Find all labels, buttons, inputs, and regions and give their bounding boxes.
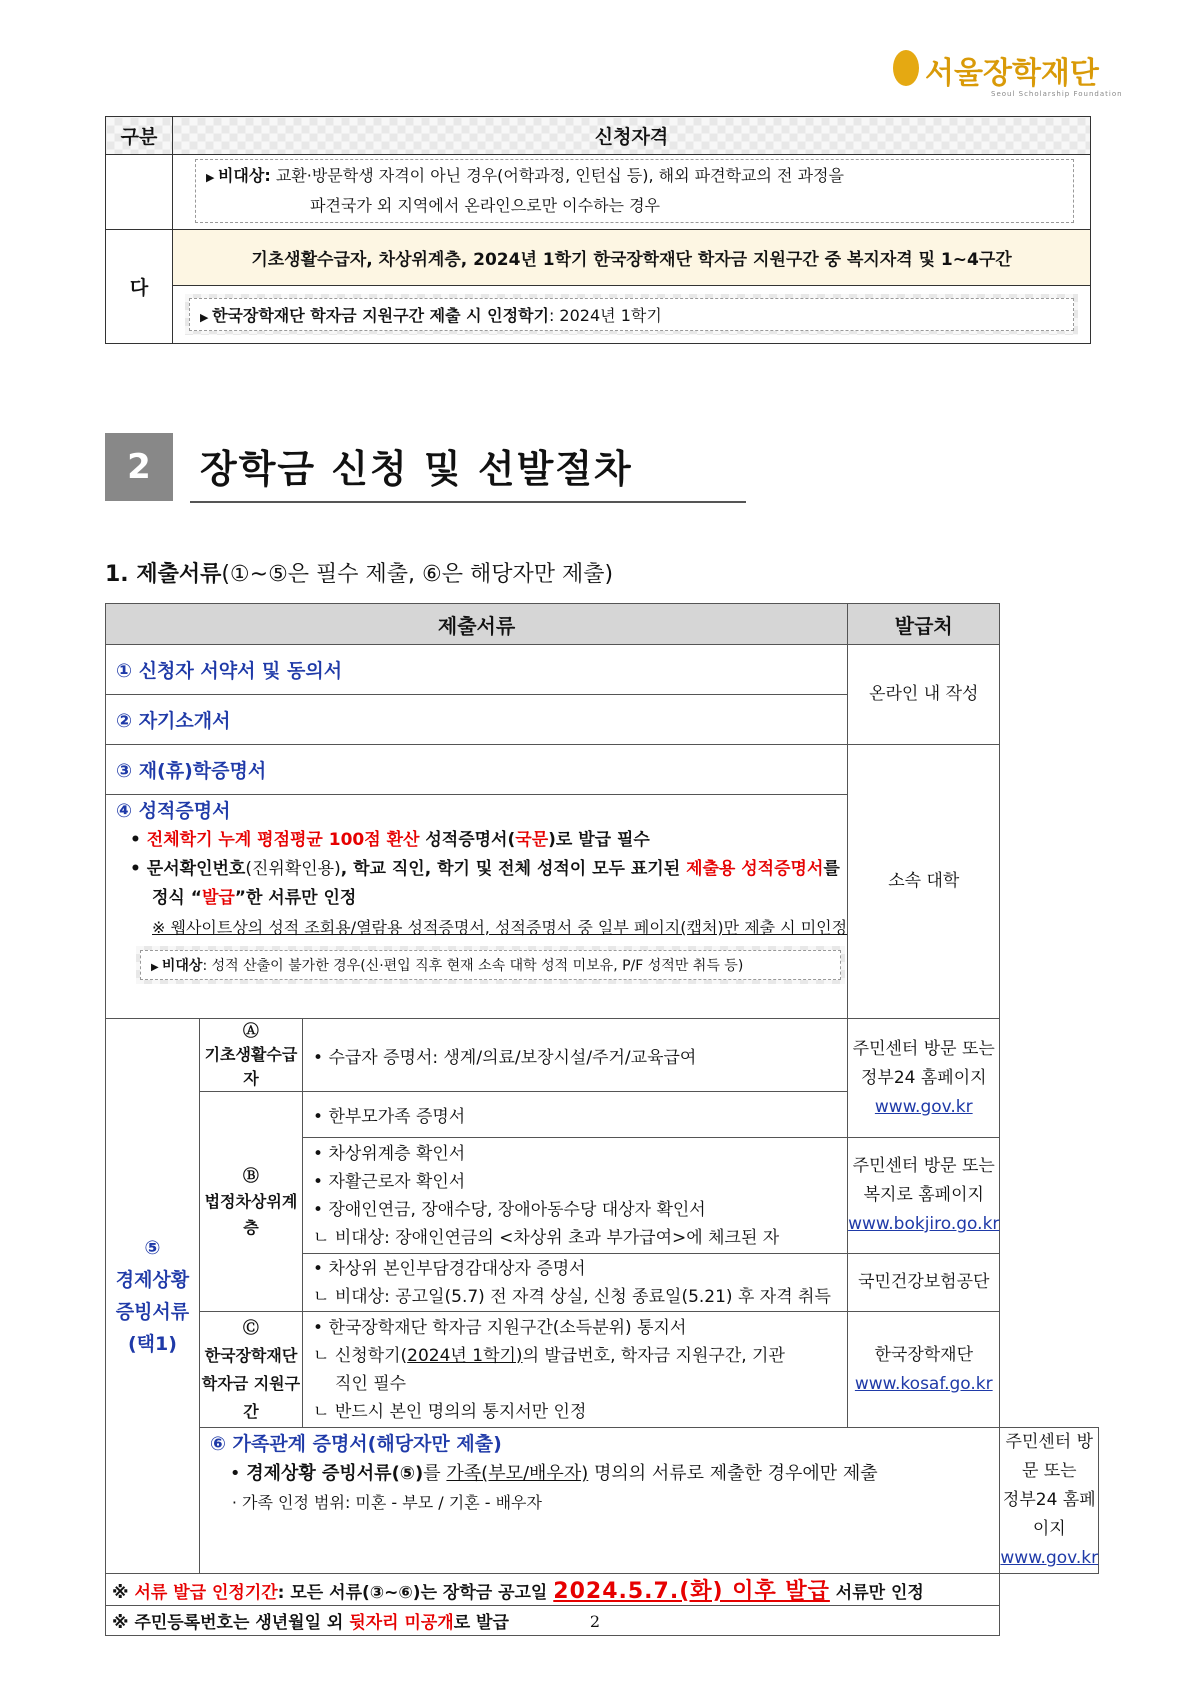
category-b-doc-5: • 차상위 본인부담경감대상자 증명서 ㄴ 비대상: 공고일(5.7) 전 자격 상실, 신청 종료일(5.21) 후 자격 취득 xyxy=(303,1254,848,1312)
subsection-title: 1. 제출서류(①~⑤은 필수 제출, ⑥은 해당자만 제출) xyxy=(105,562,614,587)
logo-text: 서울장학재단 xyxy=(925,56,1099,91)
family-bullet-2: · 가족 인정 범위: 미혼 - 부모 / 기혼 - 배우자 xyxy=(231,1493,542,1512)
kosaf-note: ▶ 한국장학재단 학자금 지원구간 제출 시 인정학기: 2024년 1학기 xyxy=(189,298,1074,331)
issuer-gov-24-family: 주민센터 방문 또는 정부24 홈페이지 www.gov.kr xyxy=(1000,1428,1099,1574)
page-number: 2 xyxy=(589,1612,601,1631)
grade-warning-note: ※ 웹사이트상의 성적 조회용/열람용 성적증명서, 성적증명서 중 일부 페이지(캡처)만 제출 시 미인정 xyxy=(152,918,848,937)
logo xyxy=(893,46,1123,104)
issuer-university: 소속 대학 xyxy=(848,745,1000,1019)
kosaf-link[interactable]: www.kosaf.go.kr xyxy=(854,1373,993,1394)
doc-item-3: ③ 재(휴)학증명서 xyxy=(106,745,848,795)
triangle-bullet-icon: ▶ xyxy=(151,962,162,973)
gov-kr-link[interactable]: www.gov.kr xyxy=(874,1096,973,1117)
doc-item-4: ④ 성적증명서 xyxy=(116,800,231,822)
documents-table xyxy=(105,603,1099,1636)
row-label-da: 다 xyxy=(106,230,173,344)
exclusion-note: ▶ 비대상: 교환·방문학생 자격이 아닌 경우(어학과정, 인턴십 등), 해외 파견학교의 전 과정을 파견국가 외 지역에서 온라인으로만 이수하는 경우 xyxy=(195,159,1074,223)
issuer-gov-24: 주민센터 방문 또는 정부24 홈페이지 www.gov.kr xyxy=(848,1019,1000,1138)
category-b-doc-1: • 한부모가족 증명서 xyxy=(303,1092,848,1138)
category-c: Ⓒ 한국장학재단 학자금 지원구간 xyxy=(199,1312,302,1428)
bokjiro-link[interactable]: www.bokjiro.go.kr xyxy=(848,1214,1000,1234)
grade-bullet-2: • 문서확인번호(진위확인용), 학교 직인, 학기 및 전체 성적이 모두 표기된 제출용 성적증명서를 xyxy=(130,859,840,879)
issuer-kosaf: 한국장학재단 www.kosaf.go.kr xyxy=(848,1312,1000,1428)
logo-subtext: Seoul Scholarship Foundation xyxy=(991,90,1123,98)
grade-bullet-1: • 전체학기 누계 평점평균 100점 환산 성적증명서(국문)로 발급 필수 xyxy=(130,830,650,850)
family-bullet-1: • 경제상황 증빙서류(⑤)를 가족(부모/배우자) 명의의 서류로 제출한 경우에만 제출 xyxy=(229,1463,878,1484)
triangle-bullet-icon: ▶ xyxy=(206,171,218,184)
category-b: Ⓑ 법정차상위계층 xyxy=(199,1092,302,1312)
gov-kr-link-family[interactable]: www.gov.kr xyxy=(1000,1548,1099,1568)
doc-item-4-cell xyxy=(106,795,848,1019)
section-number-box xyxy=(105,433,173,501)
table-header-category: 구분 xyxy=(106,117,173,155)
issuer-bokjiro: 주민센터 방문 또는 복지로 홈페이지 www.bokjiro.go.kr xyxy=(848,1138,1000,1254)
footnote-resident-number: ※ 주민등록번호는 생년월일 외 뒷자리 미공개로 발급 xyxy=(106,1606,1000,1636)
issuer-online: 온라인 내 작성 xyxy=(848,645,1000,745)
category-a: Ⓐ 기초생활수급자 xyxy=(199,1019,302,1092)
triangle-bullet-icon: ▶ xyxy=(200,311,212,324)
category-b-docs: • 차상위계층 확인서 • 자활근로자 확인서 • 장애인연금, 장애수당, 장애아동수당 대상자 확인서 ㄴ 비대상: 장애인연금의 <차상위 초과 부가급여>에 체크된 자 xyxy=(303,1138,848,1254)
qualification-table xyxy=(105,116,1091,344)
issuer-nhis: 국민건강보험공단 xyxy=(848,1254,1000,1312)
table-header-documents: 제출서류 xyxy=(106,604,848,645)
doc-item-5-label: ⑤ 경제상황 증빙서류 (택1) xyxy=(106,1019,200,1574)
doc-item-6-cell xyxy=(199,1428,1000,1574)
category-a-doc: • 수급자 증명서: 생계/의료/보장시설/주거/교육급여 xyxy=(303,1019,848,1092)
doc-item-1: ① 신청자 서약서 및 동의서 xyxy=(106,645,848,695)
grade-exclusion-note: ▶ 비대상: 성적 산출이 불가한 경우(신·편입 직후 현재 소속 대학 성적 미보유, P/F 성적만 취득 등) xyxy=(140,950,841,980)
logo-emblem-icon xyxy=(893,50,919,86)
table-cell-empty xyxy=(106,155,173,230)
grade-bullet-2-line2: 정식 “발급”한 서류만 인정 xyxy=(152,888,357,908)
table-header-issuer: 발급처 xyxy=(848,604,1000,645)
category-c-docs: • 한국장학재단 학자금 지원구간(소득분위) 통지서 ㄴ 신청학기(2024년 1학기)의 발급번호, 학자금 지원구간, 기관 직인 필수 ㄴ 반드시 본인 명의의 통지서만 인정 xyxy=(303,1312,848,1428)
qualification-main: 기초생활수급자, 차상위계층, 2024년 1학기 한국장학재단 학자금 지원구간 중 복지자격 및 1~4구간 xyxy=(173,230,1091,286)
section-underline xyxy=(190,501,746,503)
doc-item-2: ② 자기소개서 xyxy=(106,695,848,745)
footnote-issue-period: ※ 서류 발급 인정기간: 모든 서류(③~⑥)는 장학금 공고일 2024.5.7.(화) 이후 발급 서류만 인정 xyxy=(106,1574,1000,1606)
section-title: 장학금 신청 및 선발절차 xyxy=(200,447,633,491)
table-header-qualification: 신청자격 xyxy=(173,117,1091,155)
doc-item-6: ⑥ 가족관계 증명서(해당자만 제출) xyxy=(209,1433,502,1455)
section-number: 2 xyxy=(127,447,151,487)
